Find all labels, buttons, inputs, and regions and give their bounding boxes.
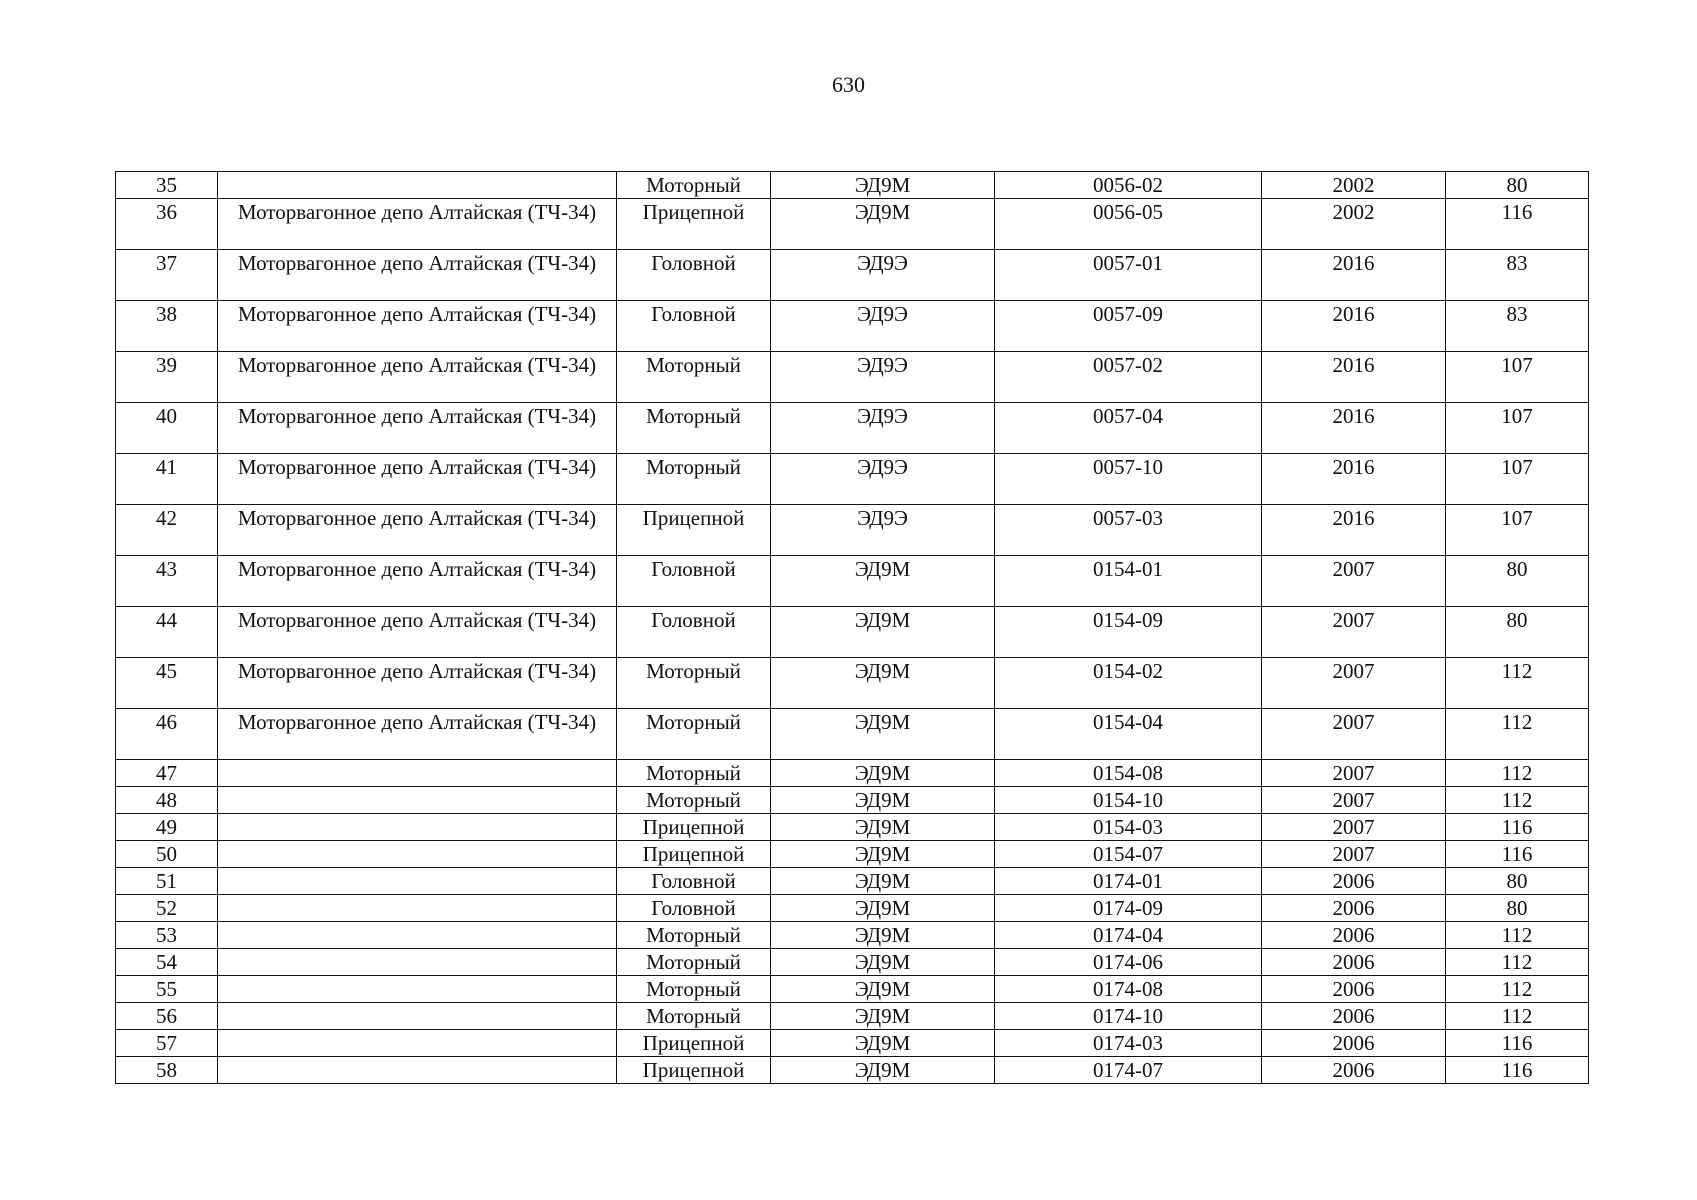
row-index-cell: 58 [116,1057,218,1084]
row-index-cell: 35 [116,172,218,199]
value-cell: 107 [1446,505,1589,556]
row-index-cell: 38 [116,301,218,352]
depot-cell: Моторвагонное депо Алтайская (ТЧ-34) [218,607,617,658]
row-index-cell: 54 [116,949,218,976]
row-index-cell: 53 [116,922,218,949]
table-row [116,976,1589,1003]
row-index-cell: 55 [116,976,218,1003]
value-cell: 112 [1446,922,1589,949]
table-row [116,658,1589,709]
table-row [116,301,1589,352]
series-cell: ЭД9М [771,1030,995,1057]
car-type-cell: Моторный [617,403,771,454]
value-cell: 107 [1446,454,1589,505]
table-row [116,922,1589,949]
depot-cell [218,841,617,868]
year-cell: 2006 [1262,868,1446,895]
car-number-cell: 0154-02 [995,658,1262,709]
row-index-cell: 46 [116,709,218,760]
car-number-cell: 0174-10 [995,1003,1262,1030]
value-cell: 112 [1446,949,1589,976]
value-cell: 107 [1446,403,1589,454]
depot-cell [218,1030,617,1057]
car-type-cell: Моторный [617,454,771,505]
series-cell: ЭД9М [771,1057,995,1084]
row-index-cell: 51 [116,868,218,895]
car-type-cell: Головной [617,868,771,895]
table-row [116,607,1589,658]
car-type-cell: Прицепной [617,505,771,556]
car-number-cell: 0057-09 [995,301,1262,352]
depot-cell [218,172,617,199]
row-index-cell: 36 [116,199,218,250]
car-number-cell: 0154-10 [995,787,1262,814]
car-type-cell: Моторный [617,709,771,760]
series-cell: ЭД9М [771,709,995,760]
depot-cell: Моторвагонное депо Алтайская (ТЧ-34) [218,199,617,250]
year-cell: 2006 [1262,949,1446,976]
value-cell: 112 [1446,1003,1589,1030]
car-type-cell: Моторный [617,172,771,199]
row-index-cell: 47 [116,760,218,787]
depot-cell [218,814,617,841]
car-type-cell: Прицепной [617,814,771,841]
car-type-cell: Моторный [617,1003,771,1030]
car-number-cell: 0174-08 [995,976,1262,1003]
depot-cell [218,1003,617,1030]
value-cell: 80 [1446,868,1589,895]
depot-cell: Моторвагонное депо Алтайская (ТЧ-34) [218,709,617,760]
value-cell: 83 [1446,301,1589,352]
car-type-cell: Головной [617,895,771,922]
year-cell: 2016 [1262,505,1446,556]
series-cell: ЭД9Э [771,352,995,403]
table-row [116,454,1589,505]
row-index-cell: 52 [116,895,218,922]
car-number-cell: 0154-07 [995,841,1262,868]
year-cell: 2007 [1262,760,1446,787]
car-number-cell: 0174-01 [995,868,1262,895]
year-cell: 2006 [1262,1057,1446,1084]
value-cell: 116 [1446,1030,1589,1057]
depot-cell [218,868,617,895]
series-cell: ЭД9Э [771,505,995,556]
year-cell: 2006 [1262,1030,1446,1057]
car-type-cell: Моторный [617,352,771,403]
table-row [116,814,1589,841]
car-type-cell: Моторный [617,787,771,814]
series-cell: ЭД9М [771,787,995,814]
row-index-cell: 41 [116,454,218,505]
year-cell: 2007 [1262,658,1446,709]
year-cell: 2006 [1262,895,1446,922]
year-cell: 2002 [1262,172,1446,199]
series-cell: ЭД9М [771,199,995,250]
depot-cell [218,760,617,787]
table-row [116,556,1589,607]
value-cell: 107 [1446,352,1589,403]
car-number-cell: 0057-01 [995,250,1262,301]
series-cell: ЭД9Э [771,301,995,352]
row-index-cell: 45 [116,658,218,709]
car-number-cell: 0057-03 [995,505,1262,556]
value-cell: 112 [1446,760,1589,787]
car-number-cell: 0174-04 [995,922,1262,949]
year-cell: 2007 [1262,556,1446,607]
year-cell: 2007 [1262,607,1446,658]
value-cell: 112 [1446,976,1589,1003]
car-type-cell: Прицепной [617,1057,771,1084]
series-cell: ЭД9М [771,556,995,607]
table-row [116,352,1589,403]
year-cell: 2007 [1262,841,1446,868]
row-index-cell: 40 [116,403,218,454]
depot-cell [218,976,617,1003]
value-cell: 116 [1446,814,1589,841]
car-number-cell: 0056-02 [995,172,1262,199]
series-cell: ЭД9М [771,658,995,709]
depot-cell [218,787,617,814]
value-cell: 112 [1446,787,1589,814]
page-number: 630 [832,72,865,97]
car-type-cell: Моторный [617,976,771,1003]
row-index-cell: 56 [116,1003,218,1030]
year-cell: 2006 [1262,1003,1446,1030]
car-number-cell: 0056-05 [995,199,1262,250]
row-index-cell: 39 [116,352,218,403]
series-cell: ЭД9М [771,841,995,868]
series-cell: ЭД9М [771,976,995,1003]
value-cell: 116 [1446,199,1589,250]
car-type-cell: Прицепной [617,1030,771,1057]
table-row [116,760,1589,787]
car-type-cell: Моторный [617,760,771,787]
value-cell: 80 [1446,607,1589,658]
table-row [116,505,1589,556]
year-cell: 2006 [1262,922,1446,949]
series-cell: ЭД9М [771,949,995,976]
car-type-cell: Головной [617,607,771,658]
series-cell: ЭД9М [771,172,995,199]
value-cell: 80 [1446,172,1589,199]
series-cell: ЭД9М [771,868,995,895]
year-cell: 2016 [1262,250,1446,301]
year-cell: 2016 [1262,352,1446,403]
car-number-cell: 0154-03 [995,814,1262,841]
table-row [116,787,1589,814]
depot-cell [218,949,617,976]
depot-cell: Моторвагонное депо Алтайская (ТЧ-34) [218,250,617,301]
series-cell: ЭД9М [771,607,995,658]
series-cell: ЭД9М [771,1003,995,1030]
year-cell: 2002 [1262,199,1446,250]
row-index-cell: 49 [116,814,218,841]
depot-cell: Моторвагонное депо Алтайская (ТЧ-34) [218,403,617,454]
value-cell: 80 [1446,556,1589,607]
value-cell: 112 [1446,658,1589,709]
series-cell: ЭД9М [771,760,995,787]
table-row [116,403,1589,454]
value-cell: 112 [1446,709,1589,760]
depot-cell: Моторвагонное депо Алтайская (ТЧ-34) [218,352,617,403]
car-type-cell: Моторный [617,922,771,949]
year-cell: 2007 [1262,787,1446,814]
row-index-cell: 44 [116,607,218,658]
depot-cell: Моторвагонное депо Алтайская (ТЧ-34) [218,658,617,709]
row-index-cell: 37 [116,250,218,301]
year-cell: 2007 [1262,814,1446,841]
depot-cell [218,895,617,922]
table-row [116,1003,1589,1030]
car-number-cell: 0154-09 [995,607,1262,658]
row-index-cell: 43 [116,556,218,607]
car-number-cell: 0154-01 [995,556,1262,607]
rolling-stock-table [115,171,1589,1084]
table-row [116,868,1589,895]
table-body [116,172,1589,1084]
value-cell: 80 [1446,895,1589,922]
year-cell: 2006 [1262,976,1446,1003]
table-row [116,949,1589,976]
year-cell: 2016 [1262,403,1446,454]
series-cell: ЭД9М [771,895,995,922]
table-row [116,709,1589,760]
depot-cell: Моторвагонное депо Алтайская (ТЧ-34) [218,454,617,505]
series-cell: ЭД9Э [771,454,995,505]
table-row [116,1057,1589,1084]
car-number-cell: 0057-02 [995,352,1262,403]
value-cell: 83 [1446,250,1589,301]
car-type-cell: Головной [617,301,771,352]
car-number-cell: 0174-03 [995,1030,1262,1057]
year-cell: 2016 [1262,301,1446,352]
table-row [116,172,1589,199]
car-number-cell: 0174-06 [995,949,1262,976]
car-number-cell: 0174-07 [995,1057,1262,1084]
depot-cell: Моторвагонное депо Алтайская (ТЧ-34) [218,556,617,607]
car-type-cell: Головной [617,556,771,607]
table-row [116,1030,1589,1057]
series-cell: ЭД9Э [771,250,995,301]
series-cell: ЭД9Э [771,403,995,454]
series-cell: ЭД9М [771,814,995,841]
row-index-cell: 48 [116,787,218,814]
car-number-cell: 0057-04 [995,403,1262,454]
car-type-cell: Прицепной [617,199,771,250]
car-type-cell: Головной [617,250,771,301]
car-number-cell: 0174-09 [995,895,1262,922]
table-row [116,250,1589,301]
table-row [116,895,1589,922]
series-cell: ЭД9М [771,922,995,949]
row-index-cell: 42 [116,505,218,556]
value-cell: 116 [1446,841,1589,868]
car-type-cell: Прицепной [617,841,771,868]
depot-cell: Моторвагонное депо Алтайская (ТЧ-34) [218,505,617,556]
row-index-cell: 57 [116,1030,218,1057]
car-number-cell: 0154-08 [995,760,1262,787]
value-cell: 116 [1446,1057,1589,1084]
car-number-cell: 0057-10 [995,454,1262,505]
car-number-cell: 0154-04 [995,709,1262,760]
car-type-cell: Моторный [617,949,771,976]
year-cell: 2016 [1262,454,1446,505]
row-index-cell: 50 [116,841,218,868]
depot-cell [218,922,617,949]
table-row [116,199,1589,250]
depot-cell [218,1057,617,1084]
year-cell: 2007 [1262,709,1446,760]
car-type-cell: Моторный [617,658,771,709]
depot-cell: Моторвагонное депо Алтайская (ТЧ-34) [218,301,617,352]
table-row [116,841,1589,868]
